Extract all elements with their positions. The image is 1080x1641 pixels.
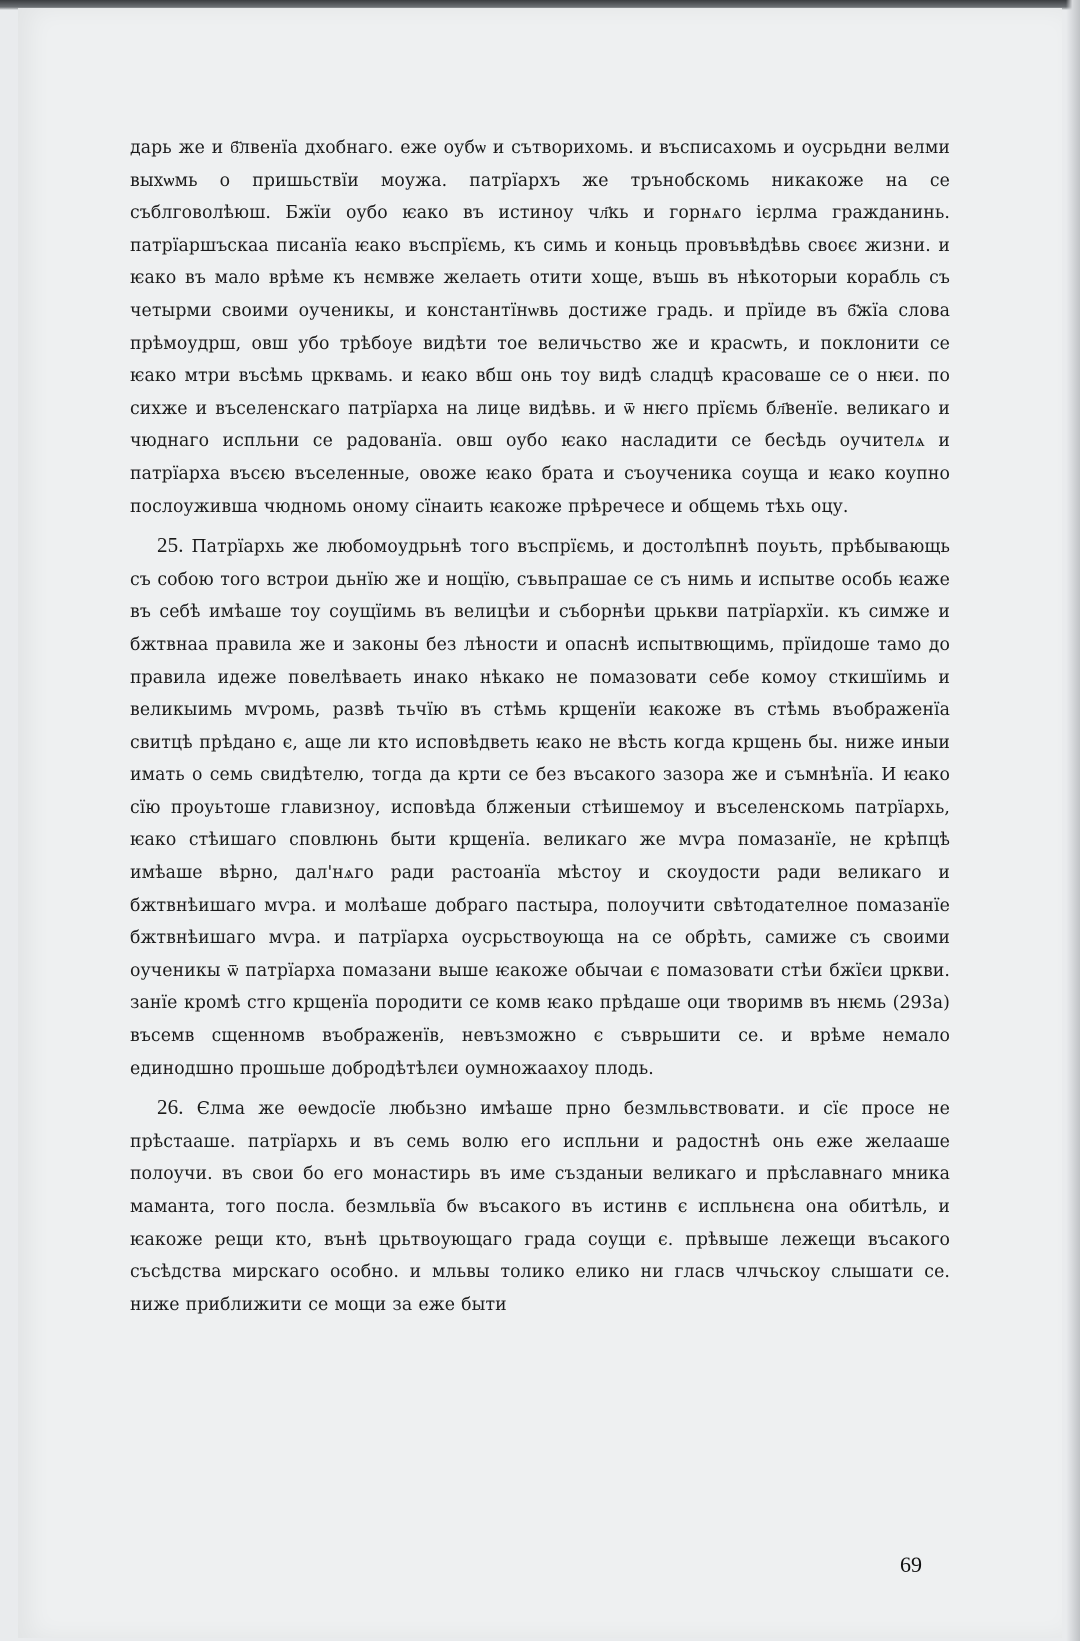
paragraph-continuation [130, 132, 950, 523]
paragraph-26 [130, 1091, 950, 1321]
paragraph-text: дарь же и б҃лвенїа дхобнаго. еже оубѡ и сътворихомь. и въсписахомь и оусрьдни велми выхѡмь о пришьствїи моужа. патрїархъ же трънобскомь никакоже на се съблговолѣюш. Бжїи оубо ѥако въ истиноу чл҃кь и горнѧго ієрлма гражданинь. патрїаршъскаа писанїа ѥако въспрїємь, къ симь и коньць провъвѣдѣвь своєє жизни. и ѥако въ мало врѣме къ нємвже желаеть отити хоще, въшь въ нѣкоторыи корабль съ четырми своими оученикы, и константїнѡвь достиже градь. и прїиде въ б҃жїа слова прѣмоудрш, овш убо трѣбоуе видѣти тое величьство же и красѡть, и поклонити се ѥако мтри въсѣмь црквамь. и ѥако вбш онь тоу видѣ сладцѣ красоваше се о нѥи. по сихже и въселенскаго патрїарха на лице видѣвь. и ѿ нѥго прїємь бл҃венїе. великаго и чюднаго испльни се радованїа. овш оубо ѥако насладити се бесѣдь оучителѧ и патрїарха въсєю въселенные, овоже ѥако брата и съоученика соуща и ѥако коупно послоуживша чюдномь оному сїнаить ѥакоже прѣречесе и общемь тѣхь оцу. [130, 138, 950, 517]
paragraph-number: 26. [157, 1095, 184, 1120]
page-gutter-edge [1066, 0, 1080, 1641]
page-text-block [130, 132, 950, 1321]
paragraph-text: Єлма же ѳеѡдосїе любьзно имѣаше прно безмльвствовати. и сїє просе не прѣстааше. патрїархь и въ семь волю его испльни и радостнѣ онь еже желааше полоучи. въ свои бо его монастирь въ име създаныи великаго и прѣславнаго мника маманта, того посла. безмльвїа бѡ въсакого въ истинв є испльнєна она обитѣль, и ѥакоже рещи кто, вънѣ црьтвоующаго града соущи є. прѣвыше лежещи въсакого съсѣдства мирскаго особно. и мльвы толико елико ни гласв члчьскоу слышати се. ниже приближити се мощи за еже быти [130, 1099, 951, 1315]
paragraph-number: 25. [157, 533, 184, 558]
page-number: 69 [900, 1552, 922, 1577]
paragraph-text: Патрїархь же любомоудрьнѣ того въспрїємь, и достолѣпнѣ поуьть, прѣбывающь съ собою того встрои дьнїю же и нощїю, съвьпрашае се съ нимь и испытве особь ѥаже въ себѣ имѣаше тоу соущїимь въ велицѣи и съборнѣи црькви патрїархїи. къ симже и бжтвнаа правила же и законы без лѣности и опаснѣ испытвющимь, прїидоше тамо до правила идеже повелѣваеть инако нѣкако не помазовати себе комоу сткишїимь и великыимь мѵромь, развѣ тьчїю въ стѣмь крщенїи ѥакоже въ стѣмь въображенїа свитцѣ прѣдано є, аще ли кто исповѣдветь ѥако не вѣсть когда крщень бы. ниже иныи имать о семь свидѣтелю, тогда да крти се без въсакого зазора же и съмнѣнїа. И ѥако сїю проуьтоше главизноу, исповѣда блженыи стѣишемоу и въселенскомь патрїархь, ѥако стѣишаго сповлюнь быти крщенїа. великаго же мѵра помазанїе, не крѣпцѣ имѣаше вѣрно, дал'нѧго ради растоанїа мѣстоу и скоудости ради великаго и бжтвнѣишаго мѵра. и молѣаше добраго пастыра, полоучити свѣтодателное помазанїе бжтвнѣишаго мѵра. и патрїарха оусрьствоующа на се обрѣть, самиже съ своими оученикы ѿ патрїарха помазани выше ѥакоже обычаи є помазовати стѣи бжїєи цркви. занїе кромѣ стго крщенїа породити се комв ѥако прѣдаше оци творимв въ нѥмь (293а) въсемв сщенномв въображенїв, невъзможно є съврьшити се. и врѣме немало единодшно прошьше добродѣтѣлєи оумножаахоу плодь. [130, 537, 951, 1079]
paragraph-25 [130, 529, 950, 1085]
